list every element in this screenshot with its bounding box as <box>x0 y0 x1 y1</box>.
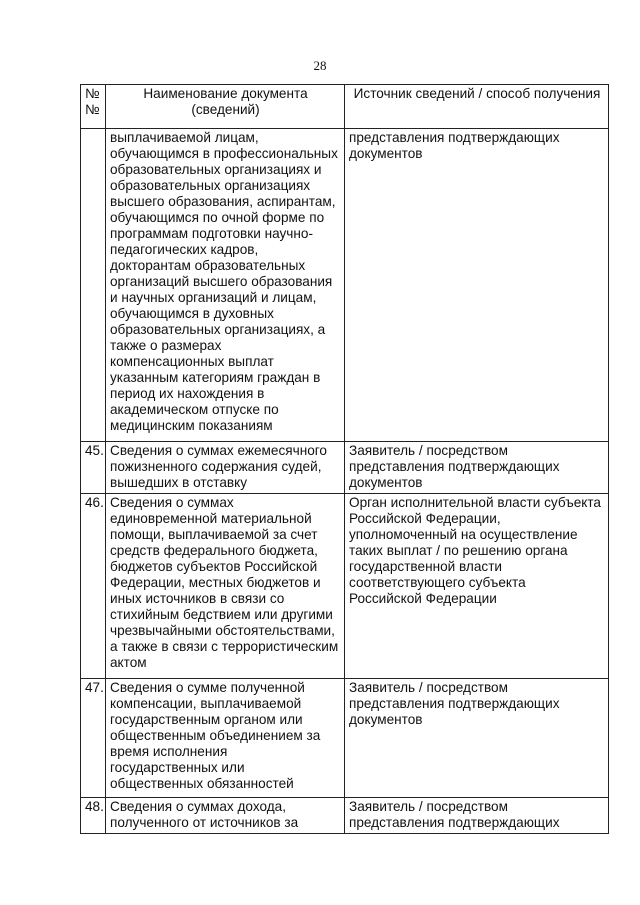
row-source: Заявитель / посредством представления подтверждающих документов <box>345 442 609 494</box>
header-document-name: Наименование документа (сведений) <box>106 85 345 129</box>
page-number: 28 <box>313 58 327 73</box>
documents-table <box>80 84 609 834</box>
table-row <box>81 442 609 494</box>
row-document-name: Сведения о сумме полученной компенсации, выплачиваемой государственным органом или общественным объединением за время исполнения государственных или общественных обязанностей <box>106 679 345 798</box>
row-document-name: Сведения о суммах ежемесячного пожизненного содержания судей, вышедших в отставку <box>106 442 345 494</box>
row-number: 48. <box>81 798 106 834</box>
row-number <box>81 129 106 442</box>
table-row <box>81 494 609 679</box>
table-row <box>81 679 609 798</box>
row-number: 45. <box>81 442 106 494</box>
table-header-row <box>81 85 609 129</box>
row-source: Заявитель / посредством представления подтверждающих <box>345 798 609 834</box>
row-document-name: Сведения о суммах дохода, полученного от источников за <box>106 798 345 834</box>
table-row <box>81 798 609 834</box>
header-number: № № <box>81 85 106 129</box>
row-source: Орган исполнительной власти субъекта Российской Федерации, уполномоченный на осуществление таких выплат / по решению органа государственной власти соответствующего субъекта Российской Федерации <box>345 494 609 679</box>
row-number: 46. <box>81 494 106 679</box>
row-source: Заявитель / посредством представления подтверждающих документов <box>345 679 609 798</box>
row-number: 47. <box>81 679 106 798</box>
row-source: представления подтверждающих документов <box>345 129 609 442</box>
header-source: Источник сведений / способ получения <box>345 85 609 129</box>
table-row <box>81 129 609 442</box>
row-document-name: выплачиваемой лицам, обучающимся в профессиональных образовательных организациях и образовательных организациях высшего образования, аспирантам, обучающимся по очной форме по программам подготовки научно- педагогических кадров, докторантам образовательных организаций высшего образования и научных организаций и лицам, обучающимся в духовных образовательных организациях, а также о размерах компенсационных выплат указанным категориям граждан в период их нахождения в академическом отпуске по медицинским показаниям <box>106 129 345 442</box>
row-document-name: Сведения о суммах единовременной материальной помощи, выплачиваемой за счет средств федерального бюджета, бюджетов субъектов Российской Федерации, местных бюджетов и иных источников в связи со стихийным бедствием или другими чрезвычайными обстоятельствами, а также в связи с террористическим актом <box>106 494 345 679</box>
